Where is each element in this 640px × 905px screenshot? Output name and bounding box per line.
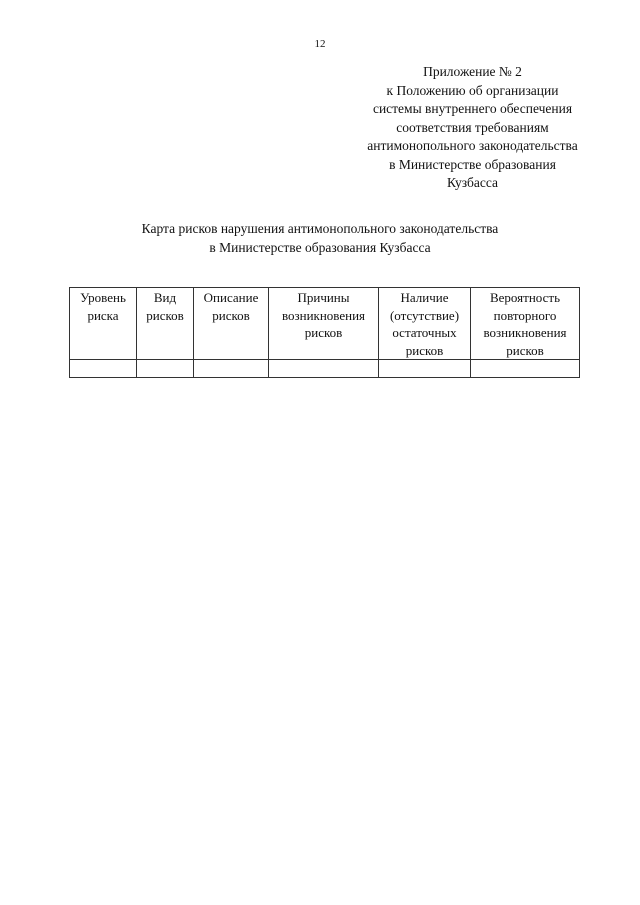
- header-line: возникновения: [281, 307, 366, 323]
- table-row: [70, 360, 580, 378]
- table-cell: [70, 360, 137, 378]
- header-risk-type: [137, 288, 194, 360]
- header-line: рисков: [304, 325, 343, 340]
- table-cell: [269, 360, 379, 378]
- table-cell: [379, 360, 471, 378]
- appendix-line: к Положению об организации: [386, 82, 559, 98]
- appendix-note: [350, 63, 595, 193]
- header-line: рисков: [506, 342, 544, 358]
- appendix-line: соответствия требованиям: [396, 119, 549, 135]
- table-cell: [471, 360, 580, 378]
- header-line: Вероятность: [489, 290, 560, 305]
- header-line: рисков: [146, 307, 184, 323]
- header-line: остаточных: [392, 325, 457, 340]
- header-recurrence-probability: [471, 288, 580, 360]
- header-line: (отсутствие): [389, 307, 460, 323]
- title-line: Карта рисков нарушения антимонопольного законодательства: [141, 221, 499, 236]
- header-line: Причины: [297, 290, 350, 305]
- table-header-row: [70, 288, 580, 360]
- header-risk-causes: [269, 288, 379, 360]
- table-cell: [137, 360, 194, 378]
- appendix-line: антимонопольного законодательства: [367, 138, 578, 153]
- title-line: в Министерстве образования Кузбасса: [209, 239, 431, 255]
- header-line: рисков: [212, 307, 250, 323]
- header-risk-description: [194, 288, 269, 360]
- appendix-line: системы внутреннего обеспечения: [372, 101, 573, 116]
- appendix-line: Приложение № 2: [423, 64, 522, 79]
- risk-map-table: [69, 287, 580, 378]
- header-line: рисков: [405, 342, 444, 358]
- header-line: Вид: [153, 290, 177, 305]
- header-line: возникновения: [483, 325, 567, 340]
- header-risk-level: [70, 288, 137, 360]
- table-cell: [194, 360, 269, 378]
- document-title: [0, 220, 640, 257]
- header-line: риска: [87, 307, 119, 323]
- header-line: повторного: [493, 307, 557, 323]
- header-line: Наличие: [400, 290, 449, 305]
- header-line: Уровень: [80, 290, 126, 305]
- appendix-line: в Министерстве образования: [389, 156, 556, 172]
- page-number: 12: [314, 38, 326, 50]
- header-residual-risks: [379, 288, 471, 360]
- appendix-line: Кузбасса: [446, 175, 499, 190]
- header-line: Описание: [203, 290, 259, 305]
